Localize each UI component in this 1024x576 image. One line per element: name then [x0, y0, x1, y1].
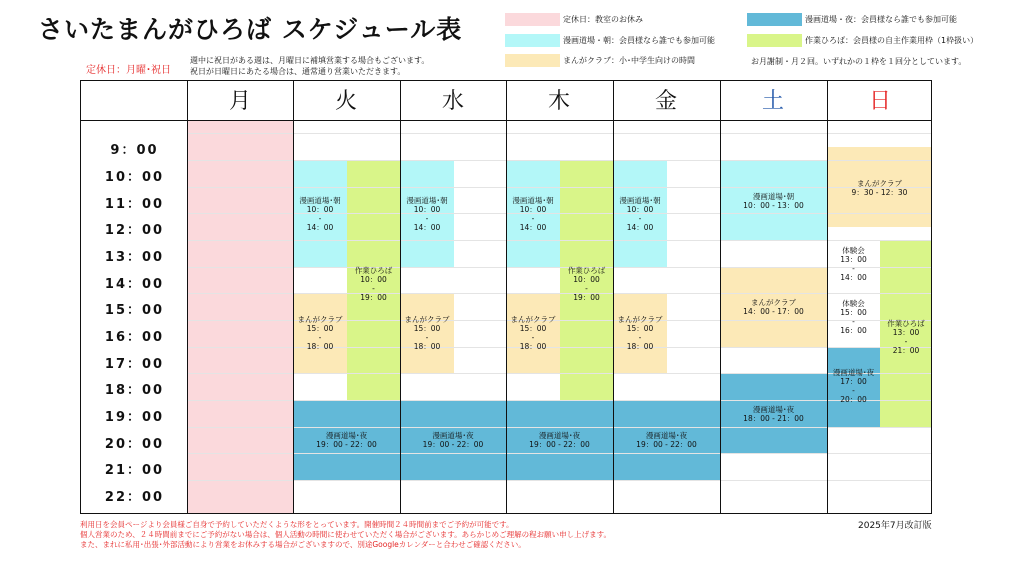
block-dash: - — [318, 333, 322, 342]
block-time: 19：00 - 22：00 — [316, 440, 377, 449]
block-start: 10：00 — [573, 275, 600, 284]
block-label — [827, 299, 880, 335]
block-label — [827, 179, 932, 197]
block-start: 10：00 — [306, 205, 334, 214]
footer-line: 個人営業のため、２４時間前までにご予約がない場合は、個人活動の時間に使わせていただく場合がございます。あらかじめご理解の程お願い申し上げます。 — [80, 530, 611, 539]
day-header-wednesday: 水 — [441, 89, 464, 114]
legend-label: 作業ひろば：会員様の自主作業用枠（1枠扱い） — [805, 36, 979, 45]
block-name: 作業ひろば — [887, 319, 925, 328]
day-header-sunday: 日 — [868, 89, 891, 114]
block-end: 14：00 — [519, 223, 547, 232]
block-start: 10：00 — [519, 205, 547, 214]
block-start: 10：00 — [626, 205, 654, 214]
block-label — [720, 298, 827, 316]
legend-label: 漫画道場・朝：会員様なら誰でも参加可能 — [563, 36, 715, 45]
block-name: まんがクラブ — [857, 179, 902, 188]
block-start: 15：00 — [413, 324, 441, 333]
column-divider — [827, 80, 828, 514]
block-label — [880, 319, 932, 355]
day-header-tuesday: 火 — [334, 89, 357, 114]
block-label — [506, 315, 560, 351]
block-name: 漫画道場･夜 — [645, 431, 688, 440]
block-dash: - — [372, 284, 375, 293]
day-header-saturday: 土 — [761, 89, 784, 114]
block-name: 作業ひろば — [567, 266, 606, 275]
block-label — [400, 196, 454, 232]
block-end: 19：00 — [573, 293, 600, 302]
block-end: 16：00 — [840, 326, 867, 335]
block-dash: - — [904, 337, 908, 346]
legend-swatch — [505, 34, 560, 47]
block-start: 17：00 — [840, 377, 867, 386]
block-label — [400, 315, 454, 351]
block-label — [400, 431, 506, 449]
block-dash: - — [531, 214, 535, 223]
block-time: 19：00 - 22：00 — [422, 440, 484, 449]
block-start: 13：00 — [840, 255, 867, 264]
footer-line: また、まれに私用･出張･外部活動により営業をお休みする場合がございますので、別途Googleカレンダーと合わせご確認ください。 — [80, 540, 526, 549]
block-name: 漫画道場･朝 — [619, 196, 661, 205]
block-time: 19：00 - 22：00 — [529, 440, 590, 449]
block-time: 19：00 - 22：00 — [636, 440, 697, 449]
time-label: 13：00 — [104, 250, 165, 265]
block-name: 漫画道場･朝 — [406, 196, 448, 205]
block-label — [827, 368, 880, 404]
block-time: 18：00 - 21：00 — [743, 414, 804, 423]
time-label: 12：00 — [104, 223, 165, 238]
block-label — [720, 192, 827, 210]
block-label — [293, 431, 400, 449]
block-end: 14：00 — [306, 223, 334, 232]
time-label: 16：00 — [104, 330, 165, 345]
legend-label: 定休日：教室のお休み — [563, 15, 643, 24]
block-dash: - — [425, 333, 429, 342]
block-label — [613, 196, 667, 232]
block-end: 19：00 — [360, 293, 387, 302]
holiday-notice-line: 祝日が日曜日にあたる場合は、通常通り営業いただきます。 — [190, 67, 406, 76]
block-name: 漫画道場･夜 — [752, 405, 795, 414]
block-label — [613, 315, 667, 351]
time-label: 9：00 — [110, 143, 159, 158]
fee-note: お月謝制・月２回。いずれかの１枠を１回分としています。 — [751, 57, 967, 66]
block-name: 漫画道場･夜 — [832, 368, 875, 377]
block-time: 10：00 - 13：00 — [743, 201, 804, 210]
block-label — [506, 196, 560, 232]
column-divider — [720, 80, 721, 514]
block-start: 15：00 — [519, 324, 547, 333]
block-end: 14：00 — [626, 223, 654, 232]
block-dash: - — [852, 386, 855, 395]
holiday-notice — [190, 55, 429, 77]
closed-days-note: 定休日：月曜･祝日 — [86, 65, 171, 76]
block-start: 10：00 — [413, 205, 441, 214]
time-label: 22：00 — [104, 490, 165, 505]
legend-swatch — [505, 54, 560, 67]
block-name: 漫画道場･夜 — [538, 431, 581, 440]
block-start: 13：00 — [892, 328, 920, 337]
block-dash: - — [318, 214, 322, 223]
block-dash: - — [585, 284, 588, 293]
footer-line: 利用日を会員ページより会員様ご自身で予約していただくような形をとっています。開催時間２４時間前までご予約が可能です。 — [80, 520, 514, 529]
legend-swatch — [747, 13, 802, 26]
legend-label: まんがクラブ：小･中学生向けの時間 — [563, 56, 695, 65]
time-label: 21：00 — [104, 463, 165, 478]
legend-label: 漫画道場・夜：会員様なら誰でも参加可能 — [805, 15, 957, 24]
block-name: 漫画道場･朝 — [299, 196, 341, 205]
block-name: まんがクラブ — [297, 315, 343, 324]
block-end: 14：00 — [840, 273, 867, 282]
block-end: 18：00 — [306, 342, 334, 351]
time-label: 20：00 — [104, 437, 165, 452]
block-dash: - — [425, 214, 429, 223]
block-name: まんがクラブ — [404, 315, 450, 324]
block-label — [613, 431, 720, 449]
time-label: 17：00 — [104, 357, 165, 372]
block-name: 体験会 — [842, 299, 865, 308]
legend-swatch — [747, 34, 802, 47]
block-name: まんがクラブ — [751, 298, 796, 307]
block-label — [347, 266, 400, 302]
footer-notes — [80, 520, 611, 550]
block-end: 14：00 — [413, 223, 441, 232]
holiday-notice-line: 週中に祝日がある週は、月曜日に補填営業する場合もございます。 — [190, 56, 430, 65]
block-name: まんがクラブ — [510, 315, 556, 324]
block-label — [293, 315, 347, 351]
time-label: 14：00 — [104, 277, 165, 292]
block-start: 15：00 — [840, 308, 867, 317]
block-time: 14：00 - 17：00 — [743, 307, 804, 316]
block-start: 15：00 — [306, 324, 334, 333]
block-end: 18：00 — [413, 342, 441, 351]
time-label: 18：00 — [104, 383, 165, 398]
block-dash: - — [638, 214, 642, 223]
legend-swatch — [505, 13, 560, 26]
block-name: まんがクラブ — [617, 315, 663, 324]
block-end: 18：00 — [519, 342, 547, 351]
block-name: 漫画道場･朝 — [512, 196, 554, 205]
block-dash: - — [852, 317, 855, 326]
block-start: 10：00 — [360, 275, 387, 284]
day-header-monday: 月 — [228, 89, 251, 114]
block-label — [560, 266, 613, 302]
block-end: 18：00 — [626, 342, 654, 351]
day-header-thursday: 木 — [547, 89, 570, 114]
block-end: 20：00 — [840, 395, 867, 404]
block-dash: - — [531, 333, 535, 342]
block-dash: - — [852, 264, 855, 273]
block-time: 9：30 - 12：30 — [851, 188, 908, 197]
block-label — [293, 196, 347, 232]
block-label — [720, 405, 827, 423]
time-label: 19：00 — [104, 410, 165, 425]
page-title: さいたまんがひろば スケジュール表 — [38, 15, 463, 44]
day-header-friday: 金 — [654, 89, 677, 114]
block-name: 漫画道場･夜 — [325, 431, 368, 440]
block-name: 体験会 — [842, 246, 865, 255]
block-name: 作業ひろば — [354, 266, 393, 275]
block-name: 漫画道場･夜 — [432, 431, 474, 440]
time-label: 15：00 — [104, 303, 165, 318]
block-label — [827, 246, 880, 282]
time-label: 11：00 — [104, 197, 165, 212]
block-dash: - — [638, 333, 642, 342]
block-start: 15：00 — [626, 324, 654, 333]
time-label: 10：00 — [104, 170, 165, 185]
column-divider — [187, 80, 188, 514]
block-end: 21：00 — [892, 346, 920, 355]
block-label — [506, 431, 613, 449]
revision-label: 2025年7月改訂版 — [858, 521, 932, 531]
block-name: 漫画道場･朝 — [752, 192, 795, 201]
